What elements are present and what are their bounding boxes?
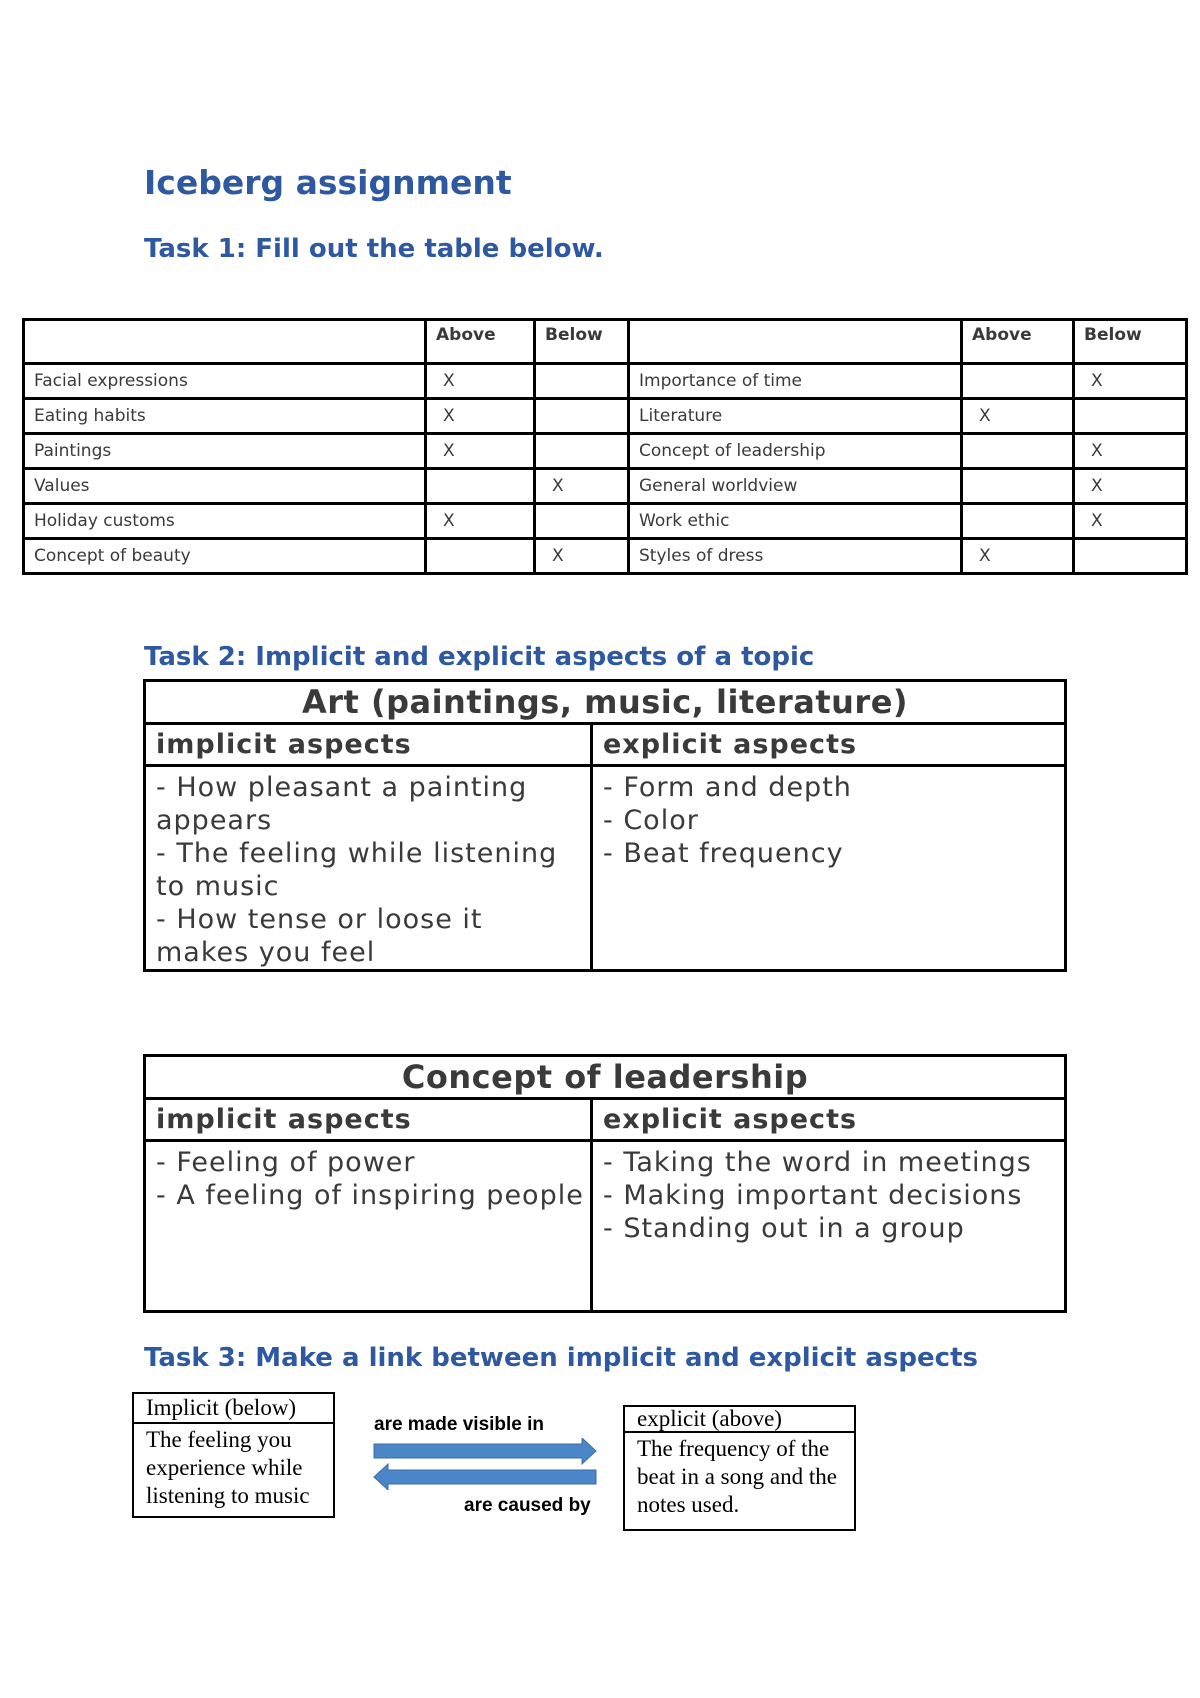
row-item-right: Importance of time (629, 364, 962, 399)
right-above-mark (962, 469, 1074, 504)
art-explicit-header: explicit aspects (592, 724, 1066, 766)
row-item-right: Work ethic (629, 504, 962, 539)
list-item: - How pleasant a painting appears (156, 772, 528, 836)
left-below-mark: X (535, 469, 629, 504)
left-below-mark (535, 399, 629, 434)
task1-table (22, 318, 1188, 575)
left-below-mark (535, 434, 629, 469)
task2-heading: Task 2: Implicit and explicit aspects of a topic (144, 642, 815, 672)
left-below-mark (535, 364, 629, 399)
row-item-left: Values (24, 469, 426, 504)
list-item: - Feeling of power (156, 1147, 416, 1178)
title: Iceberg assignment (144, 163, 512, 202)
right-above-mark (962, 364, 1074, 399)
art-explicit-cell (592, 766, 1066, 971)
right-below-mark: X (1074, 469, 1187, 504)
list-item: - Beat frequency (603, 838, 844, 869)
row-item-right: Literature (629, 399, 962, 434)
row-item-right: Styles of dress (629, 539, 962, 574)
implicit-box-text: The feeling you experience while listening to music (146, 1427, 310, 1508)
row-item-left: Facial expressions (24, 364, 426, 399)
right-above-mark: X (962, 539, 1074, 574)
list-item: - The feeling while listening to music (156, 838, 558, 902)
right-above-mark (962, 434, 1074, 469)
leadership-aspects-table (143, 1054, 1067, 1313)
left-above-mark: X (426, 399, 535, 434)
explicit-box (623, 1405, 856, 1531)
implicit-box-header: Implicit (below) (134, 1394, 333, 1424)
header-above-right: Above (962, 320, 1074, 364)
list-item: - Standing out in a group (603, 1213, 965, 1244)
left-above-mark: X (426, 504, 535, 539)
left-above-mark: X (426, 364, 535, 399)
art-topic: Art (paintings, music, literature) (145, 681, 1066, 724)
right-below-mark (1074, 399, 1187, 434)
task1-header-row (24, 320, 1187, 364)
right-below-mark: X (1074, 434, 1187, 469)
right-below-mark: X (1074, 364, 1187, 399)
leadership-topic: Concept of leadership (145, 1056, 1066, 1099)
header-below-right: Below (1074, 320, 1187, 364)
task3-heading: Task 3: Make a link between implicit and explicit aspects (144, 1343, 978, 1373)
leadership-implicit-cell (145, 1141, 592, 1312)
right-above-mark: X (962, 399, 1074, 434)
table-row (24, 539, 1187, 574)
art-implicit-header: implicit aspects (145, 724, 592, 766)
art-implicit-cell (145, 766, 592, 971)
table-row (24, 434, 1187, 469)
table-row (24, 364, 1187, 399)
left-above-mark (426, 539, 535, 574)
list-item: - Color (603, 805, 699, 836)
leadership-implicit-header: implicit aspects (145, 1099, 592, 1141)
table-row (24, 469, 1187, 504)
leadership-explicit-header: explicit aspects (592, 1099, 1066, 1141)
explicit-box-header: explicit (above) (625, 1407, 854, 1433)
left-arrow-icon (374, 1464, 596, 1490)
list-item: - Taking the word in meetings (603, 1147, 1032, 1178)
header-blank-left (24, 320, 426, 364)
leadership-explicit-cell (592, 1141, 1066, 1312)
right-below-mark (1074, 539, 1187, 574)
list-item: - Form and depth (603, 772, 852, 803)
right-above-mark (962, 504, 1074, 539)
art-aspects-table (143, 679, 1067, 972)
row-item-left: Holiday customs (24, 504, 426, 539)
left-above-mark (426, 469, 535, 504)
header-below-left: Below (535, 320, 629, 364)
task1-heading: Task 1: Fill out the table below. (144, 234, 604, 264)
header-blank-right (629, 320, 962, 364)
table-row (24, 504, 1187, 539)
header-above-left: Above (426, 320, 535, 364)
row-item-left: Concept of beauty (24, 539, 426, 574)
arrow-label-caused-by: are caused by (464, 1495, 591, 1516)
list-item: - A feeling of inspiring people (156, 1180, 584, 1211)
left-below-mark (535, 504, 629, 539)
arrow-label-visible-in: are made visible in (374, 1414, 545, 1435)
double-arrow-icon (370, 1438, 600, 1490)
implicit-box (132, 1392, 335, 1518)
left-above-mark: X (426, 434, 535, 469)
table-row (24, 399, 1187, 434)
list-item: - How tense or loose it makes you feel (156, 904, 483, 968)
explicit-box-text: The frequency of the beat in a song and the notes used. (637, 1436, 837, 1517)
right-below-mark: X (1074, 504, 1187, 539)
row-item-right: Concept of leadership (629, 434, 962, 469)
row-item-left: Eating habits (24, 399, 426, 434)
list-item: - Making important decisions (603, 1180, 1023, 1211)
row-item-left: Paintings (24, 434, 426, 469)
right-arrow-icon (374, 1438, 596, 1464)
left-below-mark: X (535, 539, 629, 574)
row-item-right: General worldview (629, 469, 962, 504)
